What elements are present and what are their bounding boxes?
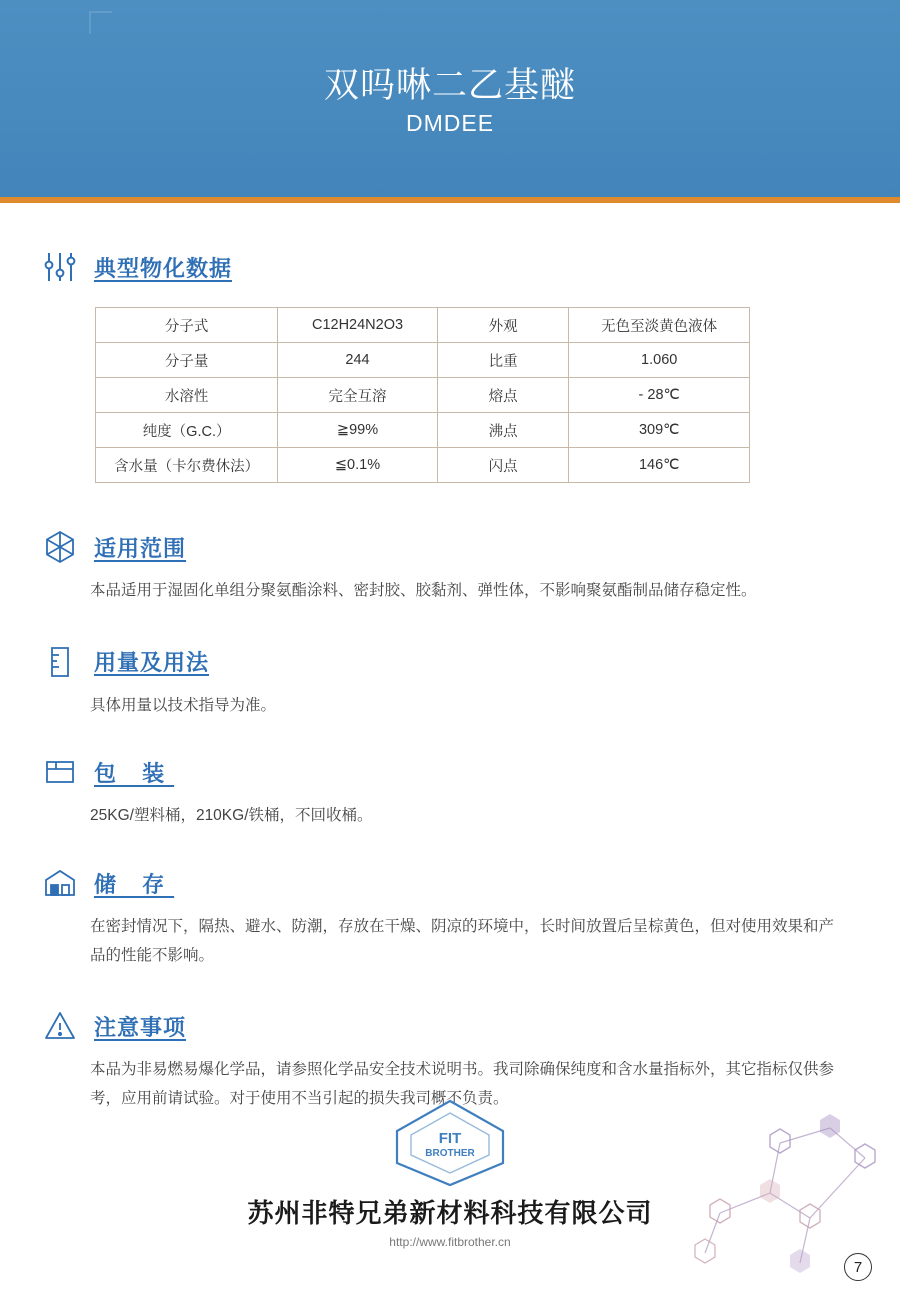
table-cell-value: 完全互溶	[278, 378, 438, 413]
table-cell-value: 244	[278, 343, 438, 378]
table-cell-key: 熔点	[437, 378, 569, 413]
table-cell-value: - 28℃	[569, 378, 750, 413]
table-cell-value: 1.060	[569, 343, 750, 378]
warning-triangle-icon	[38, 1004, 82, 1048]
logo-top-text: FIT	[438, 1130, 462, 1147]
table-row	[96, 413, 750, 448]
section-packaging	[0, 750, 900, 831]
table-row	[96, 308, 750, 343]
section-scope	[0, 525, 900, 606]
section-scope-title: 适用范围	[94, 535, 187, 561]
table-cell-key: 分子量	[96, 343, 278, 378]
logo-bottom-text: BROTHER	[425, 1148, 475, 1159]
section-scope-body: 本品适用于湿固化单组分聚氨酯涂料、密封胶、胶黏剂、弹性体，不影响聚氨酯制品储存稳定性。	[90, 582, 757, 599]
table-cell-key: 沸点	[437, 413, 569, 448]
table-row	[96, 448, 750, 483]
beaker-icon	[38, 640, 82, 684]
box-icon	[38, 750, 82, 794]
document-content	[0, 245, 900, 1114]
properties-table	[95, 307, 750, 483]
table-row	[96, 343, 750, 378]
page-footer	[0, 1073, 900, 1303]
section-dosage-body: 具体用量以技术指导为准。	[90, 696, 277, 714]
table-cell-value: 309℃	[569, 413, 750, 448]
table-cell-value: ≦0.1%	[278, 448, 438, 483]
company-name: 苏州非特兄弟新材料科技有限公司	[247, 1198, 653, 1228]
company-website: http://www.fitbrother.cn	[389, 1235, 511, 1249]
section-packaging-title: 包 装	[94, 760, 175, 786]
properties-table-wrap	[0, 307, 900, 483]
page-number: 7	[844, 1253, 872, 1281]
section-packaging-body: 25KG/塑料桶，210KG/铁桶，不回收桶。	[90, 807, 373, 825]
company-logo	[0, 1093, 900, 1193]
section-dosage-header	[0, 640, 900, 684]
header-accent-rule	[0, 197, 900, 203]
hexagon-molecule-icon	[38, 525, 82, 569]
section-dosage	[0, 640, 900, 721]
table-row	[96, 378, 750, 413]
page-subtitle: DMDEE	[405, 110, 495, 136]
table-cell-value: C12H24N2O3	[278, 308, 438, 343]
section-storage-title: 储 存	[94, 871, 175, 897]
section-storage-body: 在密封情况下，隔热、避水、防潮，存放在干燥、阴凉的环境中，长时间放置后呈棕黄色，但对使用效果和产品的性能不影响。	[90, 918, 835, 964]
table-cell-key: 闪点	[437, 448, 569, 483]
section-properties-title: 典型物化数据	[94, 255, 233, 281]
table-cell-value: 无色至淡黄色液体	[569, 308, 750, 343]
table-cell-key: 纯度（G.C.）	[96, 413, 278, 448]
section-storage-header	[0, 861, 900, 905]
corner-decoration-icon	[88, 6, 118, 36]
section-notice-body: 本品为非易燃易爆化学品，请参照化学品安全技术说明书。我司除确保纯度和含水量指标外，其它指标仅供参考，应用前请试验。对于使用不当引起的损失我司概不负责。	[90, 1061, 835, 1108]
table-cell-key: 水溶性	[96, 378, 278, 413]
table-cell-key: 比重	[437, 343, 569, 378]
slider-settings-icon	[38, 245, 82, 289]
section-notice-header	[0, 1004, 900, 1048]
page-header	[0, 0, 900, 197]
table-cell-key: 分子式	[96, 308, 278, 343]
section-notice-title: 注意事项	[94, 1014, 187, 1040]
page-title: 双吗啉二乙基醚	[323, 66, 576, 105]
section-packaging-header	[0, 750, 900, 794]
table-cell-key: 含水量（卡尔费休法）	[96, 448, 278, 483]
section-properties-header	[0, 245, 900, 289]
section-storage	[0, 861, 900, 970]
table-cell-value: ≧99%	[278, 413, 438, 448]
section-properties	[0, 245, 900, 483]
section-scope-header	[0, 525, 900, 569]
warehouse-icon	[38, 861, 82, 905]
table-cell-key: 外观	[437, 308, 569, 343]
table-cell-value: 146℃	[569, 448, 750, 483]
section-dosage-title: 用量及用法	[94, 650, 210, 676]
